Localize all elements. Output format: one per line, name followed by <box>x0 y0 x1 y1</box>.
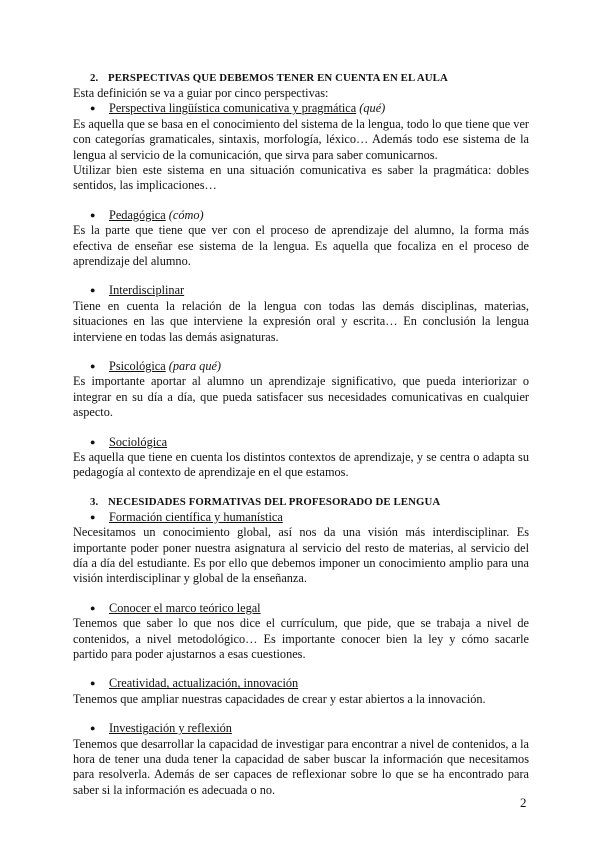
bullet-creatividad <box>73 676 529 691</box>
bullet-label: Psicológica <box>109 359 166 374</box>
bullet-icon: ● <box>90 723 96 734</box>
bullet-icon: ● <box>90 285 96 296</box>
section-2-heading <box>73 71 529 86</box>
paragraph: Es la parte que tiene que ver con el proceso de aprendizaje del alumno, la forma más efectiva de enseñar ese sistema de la lengua. Es aquella que focaliza en el proceso de aprendizaje del alumno. <box>73 223 529 269</box>
bullet-icon: ● <box>90 209 96 220</box>
bullet-icon: ● <box>90 103 96 114</box>
bullet-icon: ● <box>90 361 96 372</box>
page-number: 2 <box>520 795 527 810</box>
bullet-icon: ● <box>90 436 96 447</box>
paragraph: Es aquella que se basa en el conocimiento del sistema de la lengua, todo lo que tiene que ver con categorías gramaticales, sintaxis, morfología, léxico… Además todo ese sistema de la lengua al servicio de la comunicación, que sirva para saber comunicarnos. <box>73 116 529 162</box>
section-3-heading <box>73 495 529 510</box>
bullet-investigacion <box>73 721 529 736</box>
section-3-number: 3. <box>90 495 99 508</box>
bullet-label: Perspectiva lingüística comunicativa y pragmática <box>109 101 357 116</box>
bullet-label: Creatividad, actualización, innovación <box>109 676 299 691</box>
bullet-perspectiva-linguistica <box>73 101 529 116</box>
paragraph: Tiene en cuenta la relación de la lengua con todas las demás disciplinas, materias, situaciones en las que interviene la expresión oral y escrita… En conclusión la lengua interviene en todas las demás asignaturas. <box>73 298 529 344</box>
bullet-label: Formación científica y humanística <box>109 509 283 524</box>
bullet-qualifier: (para qué) <box>168 359 222 374</box>
paragraph: Es aquella que tiene en cuenta los distintos contextos de aprendizaje, y se centra o adapta su pedagogía al contexto de aprendizaje en el que estamos. <box>73 450 529 480</box>
bullet-icon: ● <box>90 511 96 522</box>
bullet-icon: ● <box>90 602 96 613</box>
paragraph: Tenemos que saber lo que nos dice el currículum, que pide, que se trabaja a nivel de contenidos, a nivel metodológico… Es importante conocer bien la ley y cómo sacarle partido para poder ajustarnos a esas cuestiones. <box>73 616 529 662</box>
bullet-label: Pedagógica <box>109 207 166 222</box>
bullet-icon: ● <box>90 678 96 689</box>
paragraph: Necesitamos un conocimiento global, así nos da una visión más interdisciplinar. Es importante poder poner nuestra asignatura al servicio del resto de materias, al servicio del día a día del estudiante. Es por ello que debemos imponer un conocimiento amplio para una visión interdisciplinar y global de la enseñanza. <box>73 525 529 586</box>
bullet-label: Interdisciplinar <box>109 283 185 298</box>
bullet-sociologica <box>73 435 529 450</box>
bullet-qualifier: (qué) <box>359 101 386 116</box>
bullet-marco-legal <box>73 601 529 616</box>
bullet-label: Investigación y reflexión <box>109 721 232 736</box>
bullet-formacion <box>73 510 529 525</box>
bullet-pedagogica <box>73 208 529 223</box>
bullet-label: Conocer el marco teórico legal <box>109 600 261 615</box>
paragraph: Tenemos que desarrollar la capacidad de investigar para encontrar a nivel de contenidos, a la hora de tener una duda tener la capacidad de saber buscar la información que necesitamos para resolverla. Además de ser capaces de reflexionar sobre lo que se ha encontrado para saber si la información es adecuada o no. <box>73 736 529 797</box>
page-content <box>73 71 529 798</box>
paragraph: Utilizar bien este sistema en una situación comunicativa es saber la pragmática: dobles sentidos, las implicaciones… <box>73 163 529 193</box>
bullet-qualifier: (cómo) <box>168 207 204 222</box>
section-2-intro: Esta definición se va a guiar por cinco perspectivas: <box>73 86 329 100</box>
paragraph: Tenemos que ampliar nuestras capacidades de crear y estar abiertos a la innovación. <box>73 691 486 706</box>
bullet-interdisciplinar <box>73 283 529 298</box>
section-3-title: NECESIDADES FORMATIVAS DEL PROFESORADO DE LENGUA <box>108 495 441 508</box>
bullet-label: Sociológica <box>109 434 168 449</box>
section-2-title: PERSPECTIVAS QUE DEBEMOS TENER EN CUENTA EN EL AULA <box>108 72 448 84</box>
paragraph: Es importante aportar al alumno un aprendizaje significativo, que pueda interiorizar o integrar en su día a día, que pueda satisfacer sus necesidades comunicativas en cualquier aspecto. <box>73 374 529 420</box>
bullet-psicologica <box>73 359 529 374</box>
section-2-number: 2. <box>90 72 99 84</box>
